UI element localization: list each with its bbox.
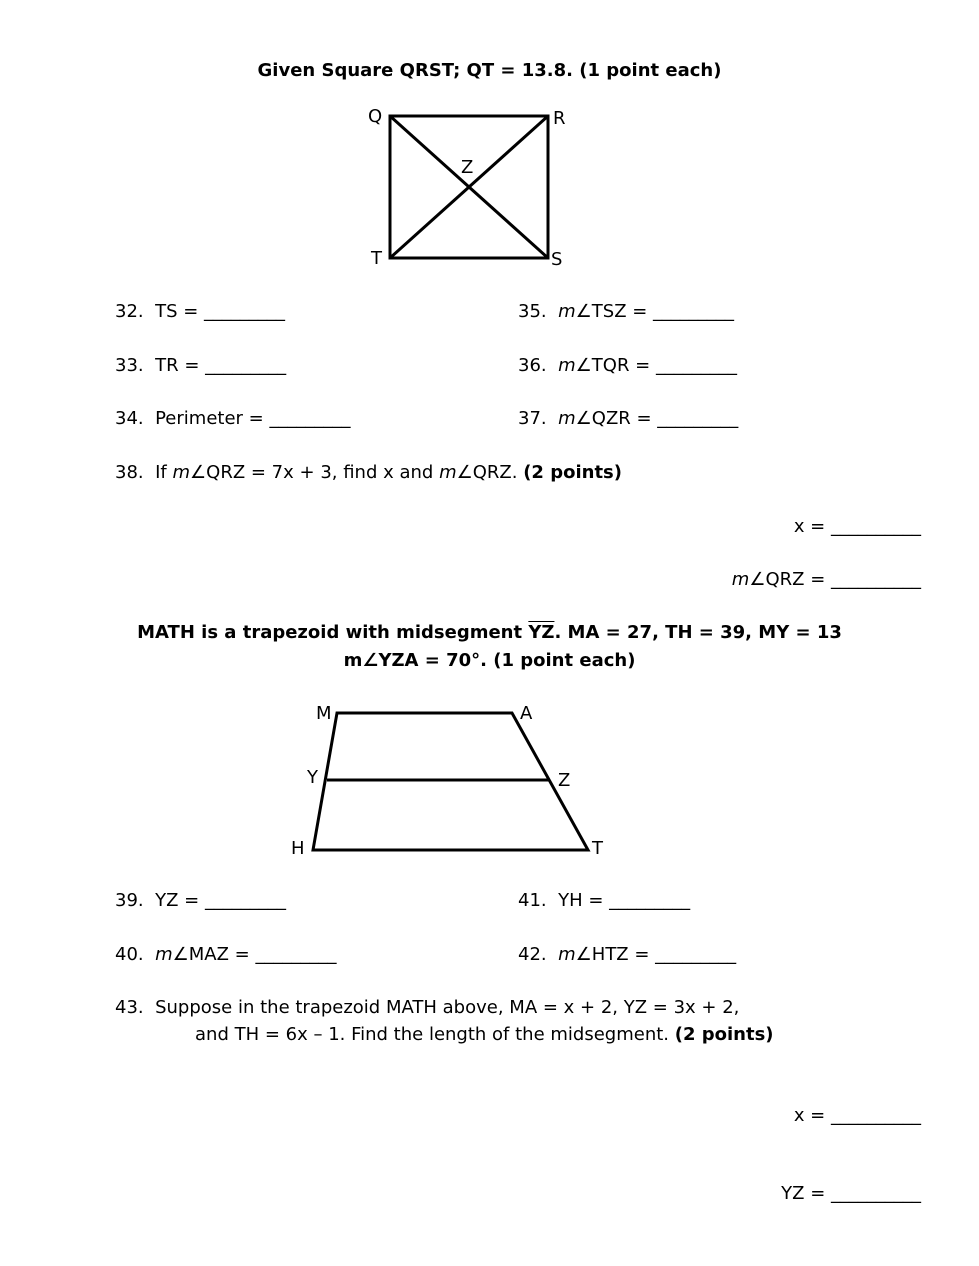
vertex-label-t: T (371, 248, 382, 269)
vertex-label-h: H (291, 838, 305, 859)
answer-43-x: x = __________ (793, 1105, 921, 1126)
question-34: 34. Perimeter = _________ (115, 408, 351, 429)
question-33: 33. TR = _________ (115, 355, 287, 376)
vertex-label-y: Y (307, 767, 318, 788)
vertex-label-r: R (553, 108, 566, 129)
question-43-line2: and TH = 6x – 1. Find the length of the midsegment. (2 points) (195, 1024, 774, 1045)
vertex-label-s: S (551, 249, 563, 270)
vertex-label-z: Z (558, 770, 571, 791)
question-43: 43. Suppose in the trapezoid MATH above, MA = x + 2, YZ = 3x + 2, (115, 997, 740, 1018)
question-39: 39. YZ = _________ (115, 890, 286, 911)
vertex-label-q: Q (368, 106, 383, 127)
vertex-label-m: M (316, 703, 332, 724)
question-42: 42. m∠HTZ = _________ (518, 944, 737, 965)
vertex-label-a: A (520, 703, 533, 724)
section1-title: Given Square QRST; QT = 13.8. (1 point each) (257, 60, 722, 81)
question-35: 35. m∠TSZ = _________ (518, 301, 735, 322)
question-37: 37. m∠QZR = _________ (518, 408, 739, 429)
question-32: 32. TS = _________ (115, 301, 286, 322)
vertex-label-t2: T (592, 838, 603, 859)
question-38: 38. If m∠QRZ = 7x + 3, find x and m∠QRZ. (2 points) (115, 462, 623, 483)
question-36: 36. m∠TQR = _________ (518, 355, 737, 376)
question-40: 40. m∠MAZ = _________ (115, 944, 337, 965)
section2-title-line1: MATH is a trapezoid with midsegment $\overline{YZ}$. MA = 27, TH = 39, MY = 13 (137, 622, 842, 643)
center-label-z: Z (461, 157, 474, 178)
answer-43-yz: YZ = __________ (781, 1183, 921, 1204)
question-41: 41. YH = _________ (518, 890, 691, 911)
answer-38-x: x = __________ (793, 516, 921, 537)
answer-38-angle: m∠QRZ = __________ (731, 569, 921, 590)
section2-title-line2: m∠YZA = 70°. (1 point each) (343, 650, 636, 671)
